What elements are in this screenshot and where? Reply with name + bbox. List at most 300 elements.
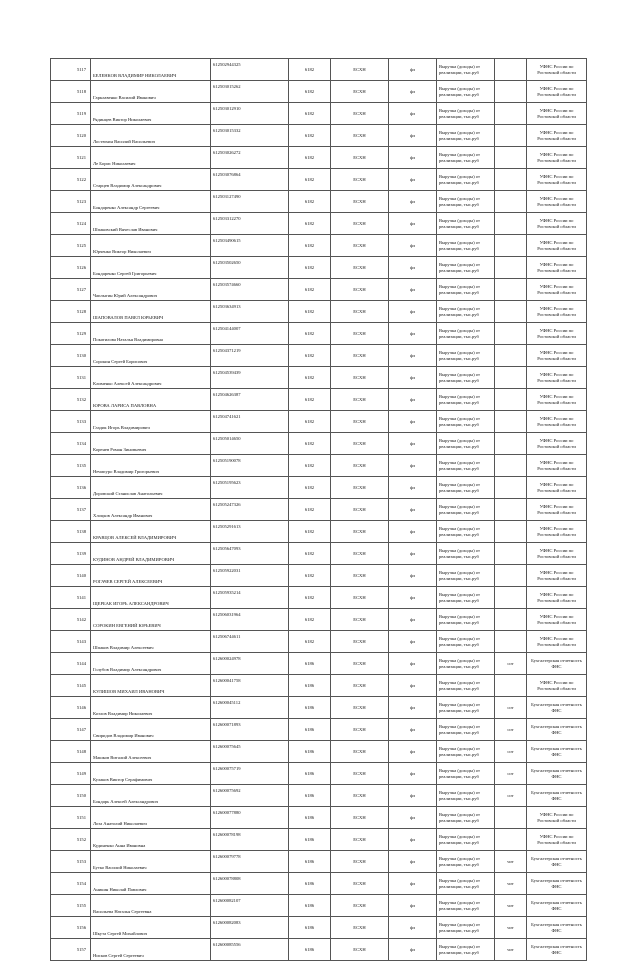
tax-id: 612503076864 (211, 169, 289, 191)
tax-id: 612503026272 (211, 147, 289, 169)
tax-office-code: 6182 (289, 103, 331, 125)
tax-office-code: 6186 (289, 873, 331, 895)
taxpayer-type: фл (389, 367, 437, 389)
person-name: РОГАЧЕВ СЕРГЕЙ АЛЕКСЕЕВИЧ (91, 565, 211, 587)
unit-note: чот (495, 895, 527, 917)
table-row (51, 873, 587, 895)
indicator-description: Выручка (доходы) от реализации, тыс.руб (437, 323, 495, 345)
indicator-description: Выручка (доходы) от реализации, тыс.руб (437, 939, 495, 961)
tax-office-code: 6182 (289, 543, 331, 565)
taxpayer-type: фл (389, 301, 437, 323)
tax-regime: ЕСХН (331, 81, 389, 103)
person-name: Бондаренко Сергей Григорьевич (91, 257, 211, 279)
table-row (51, 389, 587, 411)
row-number: 5155 (51, 895, 91, 917)
tax-id: 612503502650 (211, 257, 289, 279)
tax-id: 612502944325 (211, 59, 289, 81)
person-name: Бондаренко Александр Сергеевич (91, 191, 211, 213)
row-number: 5142 (51, 609, 91, 631)
data-source: УФНС России по Ростовской области (527, 455, 587, 477)
indicator-description: Выручка (доходы) от реализации, тыс.руб (437, 807, 495, 829)
tax-regime: ЕСХН (331, 609, 389, 631)
tax-office-code: 6182 (289, 213, 331, 235)
tax-office-code: 6186 (289, 785, 331, 807)
table-row (51, 675, 587, 697)
row-number: 5140 (51, 565, 91, 587)
tax-regime: ЕСХН (331, 389, 389, 411)
person-name: КРАВЦОВ АЛЕКСЕЙ ВЛАДИМИРОВИЧ (91, 521, 211, 543)
taxpayer-type: фл (389, 477, 437, 499)
tax-id: 612600079778 (211, 851, 289, 873)
table-row (51, 103, 587, 125)
table-row (51, 301, 587, 323)
table-row (51, 59, 587, 81)
unit-note (495, 257, 527, 279)
indicator-description: Выручка (доходы) от реализации, тыс.руб (437, 565, 495, 587)
table-row (51, 785, 587, 807)
row-number: 5117 (51, 59, 91, 81)
indicator-description: Выручка (доходы) от реализации, тыс.руб (437, 675, 495, 697)
data-source: УФНС России по Ростовской области (527, 345, 587, 367)
taxpayer-type: фл (389, 653, 437, 675)
taxpayer-type: фл (389, 763, 437, 785)
tax-regime: ЕСХН (331, 301, 389, 323)
tax-office-code: 6186 (289, 939, 331, 961)
row-number: 5120 (51, 125, 91, 147)
tax-id: 612504371219 (211, 345, 289, 367)
tax-regime: ЕСХН (331, 125, 389, 147)
tax-office-code: 6182 (289, 279, 331, 301)
table-row (51, 521, 587, 543)
unit-note: сот (495, 653, 527, 675)
indicator-description: Выручка (доходы) от реализации, тыс.руб (437, 741, 495, 763)
table-row (51, 499, 587, 521)
tax-office-code: 6182 (289, 235, 331, 257)
unit-note (495, 543, 527, 565)
taxpayer-type: фл (389, 411, 437, 433)
taxpayer-type: фл (389, 675, 437, 697)
tax-id: 612503127490 (211, 191, 289, 213)
data-source: УФНС России по Ростовской области (527, 521, 587, 543)
tax-id: 612600075692 (211, 785, 289, 807)
tax-regime: ЕСХН (331, 719, 389, 741)
tax-office-code: 6186 (289, 807, 331, 829)
person-name: Шпаковский Вячеслав Иванович (91, 213, 211, 235)
taxpayer-type: фл (389, 697, 437, 719)
data-source: УФНС России по Ростовской области (527, 301, 587, 323)
tax-id: 612600071893 (211, 719, 289, 741)
unit-note (495, 455, 527, 477)
person-name: Сорокин Сергей Борисович (91, 345, 211, 367)
tax-id: 612504539439 (211, 367, 289, 389)
unit-note: чот (495, 939, 527, 961)
person-name: Лостюхин Василий Васильевич (91, 125, 211, 147)
row-number: 5124 (51, 213, 91, 235)
tax-id: 612503574660 (211, 279, 289, 301)
data-source: УФНС России по Ростовской области (527, 59, 587, 81)
tax-regime: ЕСХН (331, 829, 389, 851)
tax-id: 612505247326 (211, 499, 289, 521)
data-source: УФНС России по Ростовской области (527, 169, 587, 191)
indicator-description: Выручка (доходы) от реализации, тыс.руб (437, 543, 495, 565)
registry-table (50, 58, 587, 961)
tax-regime: ЕСХН (331, 213, 389, 235)
tax-id: 612503012910 (211, 103, 289, 125)
taxpayer-type: фл (389, 565, 437, 587)
taxpayer-type: фл (389, 609, 437, 631)
tax-regime: ЕСХН (331, 191, 389, 213)
unit-note: чот (495, 851, 527, 873)
person-name: ЩЕРБАК ИГОРЬ АЛЕКСАНДРОВИЧ (91, 587, 211, 609)
tax-regime: ЕСХН (331, 741, 389, 763)
table-row (51, 257, 587, 279)
tax-regime: ЕСХН (331, 59, 389, 81)
table-row (51, 213, 587, 235)
person-name: Кулаков Виктор Серафимович (91, 763, 211, 785)
row-number: 5156 (51, 917, 91, 939)
person-name: ЮРОВА ЛАРИСА ПАВЛОВНА (91, 389, 211, 411)
tax-regime: ЕСХН (331, 631, 389, 653)
row-number: 5149 (51, 763, 91, 785)
tax-id: 612600075645 (211, 741, 289, 763)
tax-regime: ЕСХН (331, 763, 389, 785)
tax-office-code: 6182 (289, 147, 331, 169)
unit-note (495, 587, 527, 609)
row-number: 5137 (51, 499, 91, 521)
tax-regime: ЕСХН (331, 103, 389, 125)
data-source: УФНС России по Ростовской области (527, 367, 587, 389)
tax-regime: ЕСХН (331, 521, 389, 543)
tax-id: 612505935214 (211, 587, 289, 609)
taxpayer-type: фл (389, 191, 437, 213)
taxpayer-type: фл (389, 807, 437, 829)
tax-regime: ЕСХН (331, 917, 389, 939)
tax-id: 612600082083 (211, 917, 289, 939)
taxpayer-type: фл (389, 59, 437, 81)
tax-regime: ЕСХН (331, 675, 389, 697)
indicator-description: Выручка (доходы) от реализации, тыс.руб (437, 829, 495, 851)
unit-note (495, 191, 527, 213)
unit-note (495, 433, 527, 455)
unit-note (495, 81, 527, 103)
person-name: Покатилова Наталья Владимировна (91, 323, 211, 345)
unit-note (495, 323, 527, 345)
tax-id: 612600078808 (211, 873, 289, 895)
unit-note (495, 521, 527, 543)
row-number: 5135 (51, 455, 91, 477)
taxpayer-type: фл (389, 455, 437, 477)
tax-regime: ЕСХН (331, 543, 389, 565)
data-source: УФНС России по Ростовской области (527, 235, 587, 257)
tax-office-code: 6186 (289, 719, 331, 741)
data-source: УФНС России по Ростовской области (527, 807, 587, 829)
indicator-description: Выручка (доходы) от реализации, тыс.руб (437, 477, 495, 499)
data-source: УФНС России по Ростовской области (527, 675, 587, 697)
table-row (51, 565, 587, 587)
table-row (51, 125, 587, 147)
row-number: 5121 (51, 147, 91, 169)
tax-regime: ЕСХН (331, 939, 389, 961)
tax-office-code: 6182 (289, 631, 331, 653)
tax-office-code: 6182 (289, 389, 331, 411)
row-number: 5130 (51, 345, 91, 367)
row-number: 5136 (51, 477, 91, 499)
tax-office-code: 6182 (289, 323, 331, 345)
row-number: 5146 (51, 697, 91, 719)
table-row (51, 323, 587, 345)
indicator-description: Выручка (доходы) от реализации, тыс.руб (437, 895, 495, 917)
table-row (51, 279, 587, 301)
row-number: 5141 (51, 587, 91, 609)
table-row (51, 191, 587, 213)
indicator-description: Выручка (доходы) от реализации, тыс.руб (437, 103, 495, 125)
data-source: УФНС России по Ростовской области (527, 125, 587, 147)
row-number: 5152 (51, 829, 91, 851)
tax-office-code: 6182 (289, 257, 331, 279)
person-name: Коренев Роман Зиновьевич (91, 433, 211, 455)
tax-id: 612506744611 (211, 631, 289, 653)
table-row (51, 433, 587, 455)
tax-regime: ЕСХН (331, 411, 389, 433)
taxpayer-type: фл (389, 895, 437, 917)
tax-office-code: 6182 (289, 81, 331, 103)
taxpayer-type: фл (389, 389, 437, 411)
tax-regime: ЕСХН (331, 565, 389, 587)
tax-id: 612600078198 (211, 829, 289, 851)
tax-id: 612600045112 (211, 697, 289, 719)
unit-note (495, 147, 527, 169)
unit-note (495, 213, 527, 235)
tax-regime: ЕСХН (331, 697, 389, 719)
data-source: Бухгалтерская отчетность ФНС (527, 895, 587, 917)
person-name: БЕЛЕНКОВ ВЛАДИМИР НИКОЛАЕВИЧ (91, 59, 211, 81)
tax-office-code: 6182 (289, 433, 331, 455)
person-name: Кудиненко Анна Ивановна (91, 829, 211, 851)
row-number: 5133 (51, 411, 91, 433)
tax-office-code: 6186 (289, 653, 331, 675)
data-source: Бухгалтерская отчетность ФНС (527, 741, 587, 763)
table-row (51, 741, 587, 763)
table-row (51, 653, 587, 675)
table-row (51, 235, 587, 257)
person-name: Бутко Василий Николаевич (91, 851, 211, 873)
taxpayer-type: фл (389, 741, 437, 763)
indicator-description: Выручка (доходы) от реализации, тыс.руб (437, 609, 495, 631)
table-row (51, 455, 587, 477)
unit-note: чот (495, 917, 527, 939)
table-row (51, 169, 587, 191)
taxpayer-type: фл (389, 521, 437, 543)
row-number: 5129 (51, 323, 91, 345)
taxpayer-type: фл (389, 873, 437, 895)
tax-id: 612600024978 (211, 653, 289, 675)
tax-regime: ЕСХН (331, 169, 389, 191)
unit-note (495, 807, 527, 829)
row-number: 5122 (51, 169, 91, 191)
data-source: УФНС России по Ростовской области (527, 279, 587, 301)
row-number: 5147 (51, 719, 91, 741)
table-row (51, 411, 587, 433)
tax-office-code: 6182 (289, 345, 331, 367)
tax-regime: ЕСХН (331, 587, 389, 609)
tax-id: 612503634913 (211, 301, 289, 323)
data-source: Бухгалтерская отчетность ФНС (527, 697, 587, 719)
tax-id: 612600075719 (211, 763, 289, 785)
data-source: УФНС России по Ростовской области (527, 213, 587, 235)
taxpayer-type: фл (389, 785, 437, 807)
unit-note: сот (495, 697, 527, 719)
table-row (51, 917, 587, 939)
person-name: Гарклавенко Василий Иванович (91, 81, 211, 103)
tax-office-code: 6182 (289, 367, 331, 389)
data-source: Бухгалтерская отчетность ФНС (527, 653, 587, 675)
tax-office-code: 6182 (289, 609, 331, 631)
table-row (51, 477, 587, 499)
tax-regime: ЕСХН (331, 895, 389, 917)
unit-note: сот (495, 785, 527, 807)
person-name: Шпаков Владимир Алексеевич (91, 631, 211, 653)
taxpayer-type: фл (389, 433, 437, 455)
unit-note (495, 499, 527, 521)
taxpayer-type: фл (389, 851, 437, 873)
unit-note (495, 367, 527, 389)
data-source: УФНС России по Ростовской области (527, 631, 587, 653)
unit-note (495, 411, 527, 433)
person-name: Аникин Николай Павлович (91, 873, 211, 895)
unit-note (495, 675, 527, 697)
taxpayer-type: фл (389, 125, 437, 147)
tax-regime: ЕСХН (331, 653, 389, 675)
tax-office-code: 6186 (289, 895, 331, 917)
tax-office-code: 6182 (289, 301, 331, 323)
row-number: 5154 (51, 873, 91, 895)
data-source: УФНС России по Ростовской области (527, 609, 587, 631)
tax-office-code: 6186 (289, 829, 331, 851)
indicator-description: Выручка (доходы) от реализации, тыс.руб (437, 125, 495, 147)
data-source: УФНС России по Ростовской области (527, 191, 587, 213)
taxpayer-type: фл (389, 719, 437, 741)
row-number: 5127 (51, 279, 91, 301)
tax-id: 612505647093 (211, 543, 289, 565)
tax-office-code: 6186 (289, 851, 331, 873)
person-name: Васильева Наталья Сергеевна (91, 895, 211, 917)
table-row (51, 763, 587, 785)
data-source: УФНС России по Ростовской области (527, 433, 587, 455)
person-name: Юрченко Виктор Николаевич (91, 235, 211, 257)
table-row (51, 587, 587, 609)
tax-id: 612505195623 (211, 477, 289, 499)
tax-office-code: 6182 (289, 565, 331, 587)
person-name: Шкута Сергей Михайлович (91, 917, 211, 939)
tax-id: 612504144007 (211, 323, 289, 345)
table-row (51, 147, 587, 169)
tax-id: 612505190078 (211, 455, 289, 477)
table-row (51, 895, 587, 917)
tax-regime: ЕСХН (331, 345, 389, 367)
unit-note (495, 125, 527, 147)
indicator-description: Выручка (доходы) от реализации, тыс.руб (437, 631, 495, 653)
tax-office-code: 6182 (289, 587, 331, 609)
data-source: УФНС России по Ростовской области (527, 411, 587, 433)
indicator-description: Выручка (доходы) от реализации, тыс.руб (437, 455, 495, 477)
unit-note (495, 279, 527, 301)
indicator-description: Выручка (доходы) от реализации, тыс.руб (437, 521, 495, 543)
unit-note (495, 235, 527, 257)
tax-regime: ЕСХН (331, 785, 389, 807)
tax-regime: ЕСХН (331, 257, 389, 279)
indicator-description: Выручка (доходы) от реализации, тыс.руб (437, 367, 495, 389)
indicator-description: Выручка (доходы) от реализации, тыс.руб (437, 763, 495, 785)
tax-regime: ЕСХН (331, 873, 389, 895)
tax-regime: ЕСХН (331, 807, 389, 829)
table-row (51, 719, 587, 741)
table-row (51, 851, 587, 873)
person-name: Рядинцев Виктор Николаевич (91, 103, 211, 125)
indicator-description: Выручка (доходы) от реализации, тыс.руб (437, 301, 495, 323)
row-number: 5128 (51, 301, 91, 323)
tax-office-code: 6182 (289, 411, 331, 433)
indicator-description: Выручка (доходы) от реализации, тыс.руб (437, 235, 495, 257)
unit-note (495, 301, 527, 323)
data-source: УФНС России по Ростовской области (527, 389, 587, 411)
taxpayer-type: фл (389, 345, 437, 367)
tax-office-code: 6182 (289, 455, 331, 477)
tax-regime: ЕСХН (331, 147, 389, 169)
data-source: УФНС России по Ростовской области (527, 477, 587, 499)
indicator-description: Выручка (доходы) от реализации, тыс.руб (437, 587, 495, 609)
unit-note (495, 345, 527, 367)
taxpayer-type: фл (389, 939, 437, 961)
taxpayer-type: фл (389, 279, 437, 301)
person-name: Машков Виталий Алексеевич (91, 741, 211, 763)
row-number: 5157 (51, 939, 91, 961)
table-row (51, 345, 587, 367)
taxpayer-type: фл (389, 631, 437, 653)
unit-note (495, 829, 527, 851)
person-name: Ле Борис Николаевич (91, 147, 211, 169)
tax-id: 612600085556 (211, 939, 289, 961)
tax-id: 612504626387 (211, 389, 289, 411)
tax-id: 612503490615 (211, 235, 289, 257)
tax-id: 612503015332 (211, 125, 289, 147)
indicator-description: Выручка (доходы) от реализации, тыс.руб (437, 653, 495, 675)
tax-office-code: 6182 (289, 191, 331, 213)
tax-id: 612504741621 (211, 411, 289, 433)
unit-note (495, 477, 527, 499)
taxpayer-type: фл (389, 213, 437, 235)
unit-note (495, 609, 527, 631)
tax-id: 612600041758 (211, 675, 289, 697)
taxpayer-type: фл (389, 147, 437, 169)
unit-note: сот (495, 719, 527, 741)
person-name: Хлоцков Александр Иванович (91, 499, 211, 521)
tax-id: 612505014650 (211, 433, 289, 455)
tax-office-code: 6186 (289, 917, 331, 939)
row-number: 5123 (51, 191, 91, 213)
row-number: 5145 (51, 675, 91, 697)
unit-note (495, 631, 527, 653)
taxpayer-type: фл (389, 829, 437, 851)
indicator-description: Выручка (доходы) от реализации, тыс.руб (437, 81, 495, 103)
row-number: 5148 (51, 741, 91, 763)
row-number: 5134 (51, 433, 91, 455)
person-name: Нечипуро Владимир Григорьевич (91, 455, 211, 477)
indicator-description: Выручка (доходы) от реализации, тыс.руб (437, 873, 495, 895)
person-name: Доровский Станислав Анатольевич (91, 477, 211, 499)
row-number: 5151 (51, 807, 91, 829)
row-number: 5150 (51, 785, 91, 807)
table-row (51, 829, 587, 851)
